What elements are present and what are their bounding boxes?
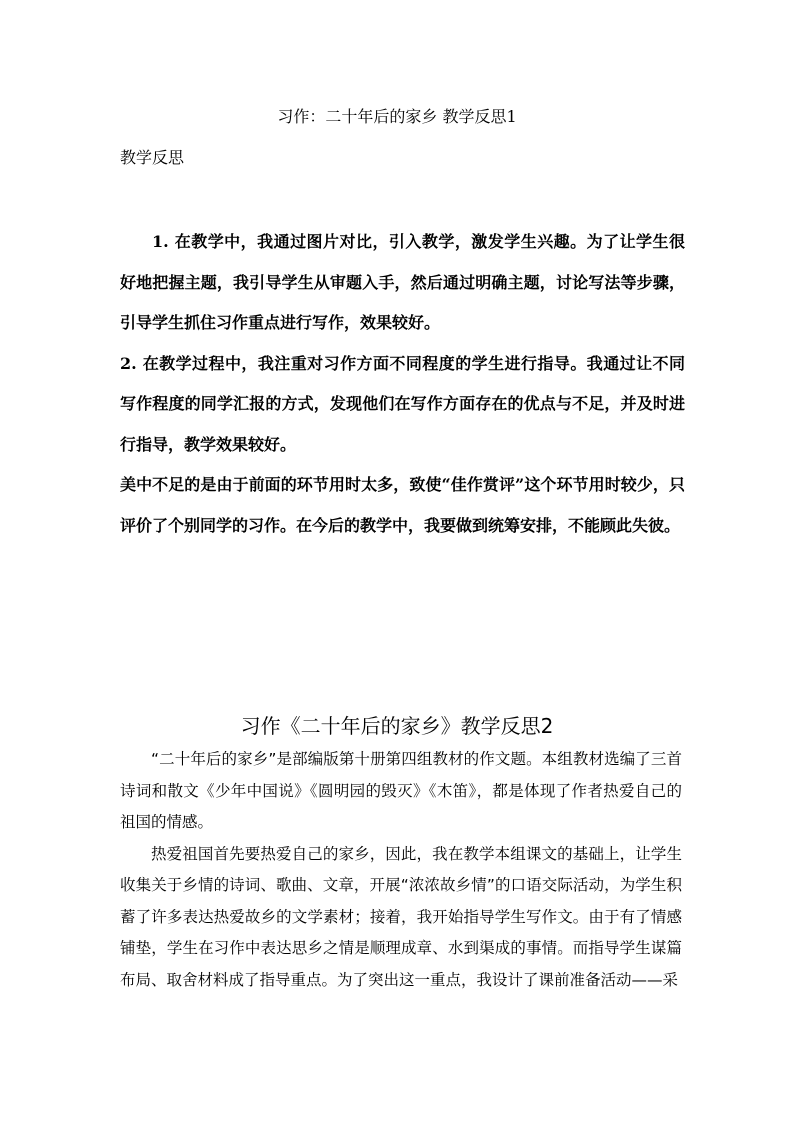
- reflection-2-title: 习作《二十年后的家乡》教学反思2: [240, 714, 554, 738]
- reflection-1-body: [120, 222, 685, 546]
- reflection-2-body: [120, 744, 682, 996]
- reflection-1-paragraph: 2. 在教学过程中，我注重对习作方面不同程度的学生进行指导。我通过让不同写作程度的同学汇报的方式，发现他们在写作方面存在的优点与不足，并及时进行指导，教学效果较好。: [120, 353, 685, 454]
- reflection-2-paragraph: 热爱祖国首先要热爱自己的家乡，因此，我在教学本组课文的基础上，让学生收集关于乡情的诗词、歌曲、文章，开展“浓浓故乡情”的口语交际活动，为学生积蓄了许多表达热爱故乡的文学素材；接着，我开始指导学生写作文。由于有了情感铺垫，学生在习作中表达思乡之情是顺理成章、水到渠成的事情。而指导学生谋篇布局、取舍材料成了指导重点。为了突出这一重点，我设计了课前准备活动——采: [120, 844, 682, 989]
- reflection-1-paragraph: 美中不足的是由于前面的环节用时太多，致使“佳作赏评”这个环节用时较少，只评价了个别同学的习作。在今后的教学中，我要做到统筹安排，不能顾此失彼。: [120, 475, 685, 535]
- reflection-1-title: 习作：二十年后的家乡 教学反思1: [277, 107, 517, 126]
- reflection-1-paragraph: 1. 在教学中，我通过图片对比，引入教学，激发学生兴趣。为了让学生很好地把握主题，我引导学生从审题入手，然后通过明确主题，讨论写法等步骤，引导学生抓住习作重点进行写作，效果较好。: [120, 232, 685, 332]
- reflection-2-paragraph: “二十年后的家乡”是部编版第十册第四组教材的作文题。本组教材选编了三首诗词和散文《少年中国说》《圆明园的毁灭》《木笛》，都是体现了作者热爱自己的祖国的情感。: [120, 750, 682, 831]
- reflection-1-heading: 教学反思: [120, 148, 185, 167]
